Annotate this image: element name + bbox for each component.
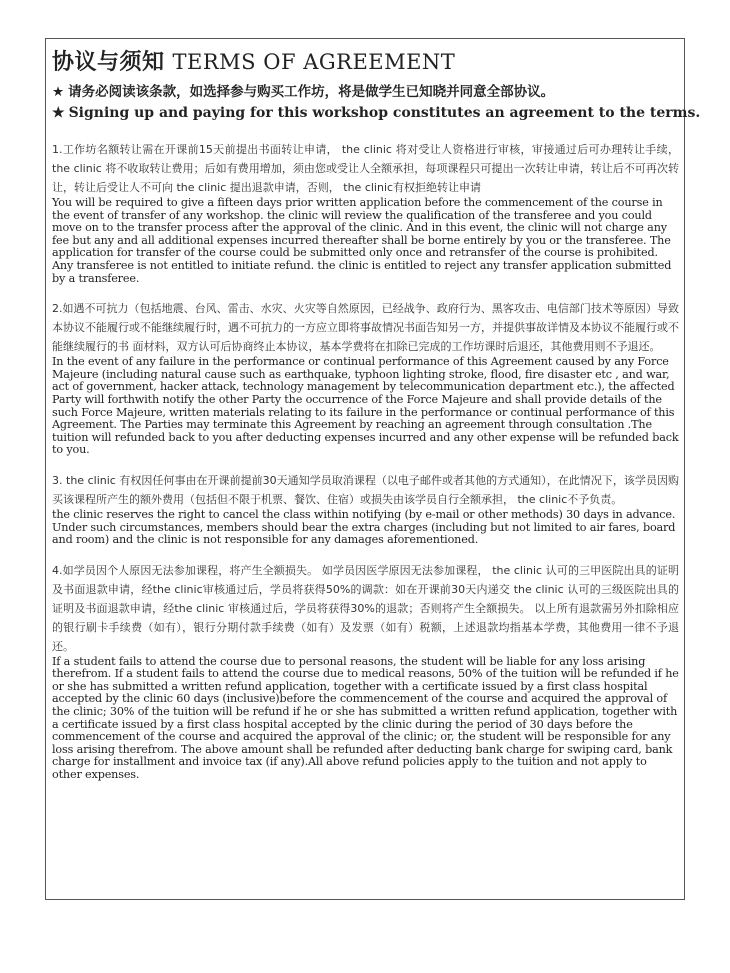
notice-en	[52, 103, 701, 124]
title-zh: 协议与须知	[52, 50, 165, 75]
clause-1	[52, 140, 679, 285]
clause-4-zh: 4.如学员因个人原因无法参加课程，将产生全额损失。 如学员因医学原因无法参加课程， the clinic 认可的三甲医院出具的证明及书面退款申请，经the clinic审核通过后，学员将获得50%的调款：如在开课前30天内递交 the clinic 认可的三级医院出具的证明及书面退款申请，经the clinic 审核通过后，学员将获得30%的退款；否则将产生全额损失。 以上所有退款需另外扣除相应的银行刷卡手续费（如有），银行分期付款手续费（如有）及发票（如有）税额，上述退款均指基本学费，其他费用一律不予退还。	[52, 563, 679, 653]
clause-1-zh: 1.工作坊名额转让需在开课前15天前提出书面转让申请， the clinic 将对受让人资格进行审核，审接通过后可办理转让手续， the clinic 将不收取转让费用；后如有费用增加，须由您或受让人全额承担，每项课程只可提出一次转让申请，转让后不可再次转让，转让后受让人不可向 the clinic 提出退款申请，否则， the clinic有权拒绝转让申请	[52, 143, 679, 194]
clause-4	[52, 561, 679, 782]
clause-3-zh: 3. the clinic 有权因任何事由在开课前提前30天通知学员取消课程（以电子邮件或者其他的方式通知），在此情况下，该学员因购买该课程所产生的额外费用（包括但不限于机票、餐饮、住宿）或损失由该学员自行全额承担， the clinic不予负责。	[52, 473, 679, 506]
clause-4-en: If a student fails to attend the course due to personal reasons, the student will be liable for any loss arising therefrom. If a student fails to attend the course due to medical reasons, 50% of the tuition will be refunded if he or she has submitted a written refund application, together with a certificate issued by a first class hospital accepted by the clinic 60 days (inclusive)before the commencement of the course and acquired the approval of the clinic; 30% of the tuition will be refund if he or she has submitted a written refund application, together with a certificate issued by a first class hospital accepted by the clinic during the period of 30 days before the commencement of the course and acquired the approval of the clinic; or, the student will be responsible for any loss arising therefrom. The above amount shall be refunded after deducting bank charge for swiping card, bank charge for installment and invoice tax (if any).All above refund policies apply to the tuition and not apply to other expenses.	[52, 654, 679, 782]
notice-zh	[52, 82, 679, 103]
title-en: TERMS OF AGREEMENT	[172, 50, 456, 74]
clause-2-zh: 2.如遇不可抗力（包括地震、台风、雷击、水灾、火灾等自然原因，已经战争、政府行为、黑客攻击、电信部门技术等原因）导致本协议不能履行或不能继续履行时，遇不可抗力的一方应立即将事故情况书面告知另一方，并提供事故详情及本协议不能履行或不能继续履行的书 面材料，双方认可后协商终止本协议，基本学费将在扣除已完成的工作坊课时后退还，其他费用则不予退还。	[52, 302, 679, 354]
clause-3	[52, 471, 679, 547]
page-title	[52, 45, 679, 76]
star-icon: ★	[52, 84, 65, 100]
star-icon: ★	[52, 105, 65, 121]
clause-2-en: In the event of any failure in the performance or continual performance of this Agreement caused by any Force Majeure (including natural cause such as earthquake, typhoon lighting stroke, flood, fire disaster etc , and war, act of government, hacker attack, technology management by telecommunication department etc.), the affected Party will forthwith notify the other Party the occurrence of the Force Majeure and shall provide details of the such Force Majeure, written materials relating to its failure in the performance or continual performance of this Agreement. The Parties may terminate this Agreement by reaching an agreement through consultation .The tuition will refunded back to you after deducting expenses incurred and any other expense will be refunded back to you.	[52, 355, 679, 457]
agreement-frame	[45, 38, 701, 900]
clause-2	[52, 299, 679, 457]
clause-3-en: the clinic reserves the right to cancel the class within notifying (by e-mail or other methods) 30 days in advance. Under such circumstances, members should bear the extra charges (including but not limited to air fares, board and room) and the clinic is not responsible for any damages aforementioned.	[52, 507, 676, 547]
clause-1-en: You will be required to give a fifteen days prior written application before the commencement of the course in the event of transfer of any workshop. the clinic will review the qualification of the transferee and you could move on to the transfer process after the approval of the clinic. And in this event, the clinic will not charge any fee but any and all additional expenses incurred thereafter shall be borne entirely by you or the transferee. The application for transfer of the course could be submitted only once and retransfer of the course is prohibited. Any transferee is not entitled to initiate refund. the clinic is entitled to reject any transfer application submitted by a transferee.	[52, 196, 672, 285]
notice-en-text: Signing up and paying for this workshop constitutes an agreement to the terms.	[68, 105, 701, 121]
notice-zh-text: 请务必阅读该条款，如选择参与购买工作坊，将是做学生已知晓并同意全部协议。	[68, 84, 555, 100]
